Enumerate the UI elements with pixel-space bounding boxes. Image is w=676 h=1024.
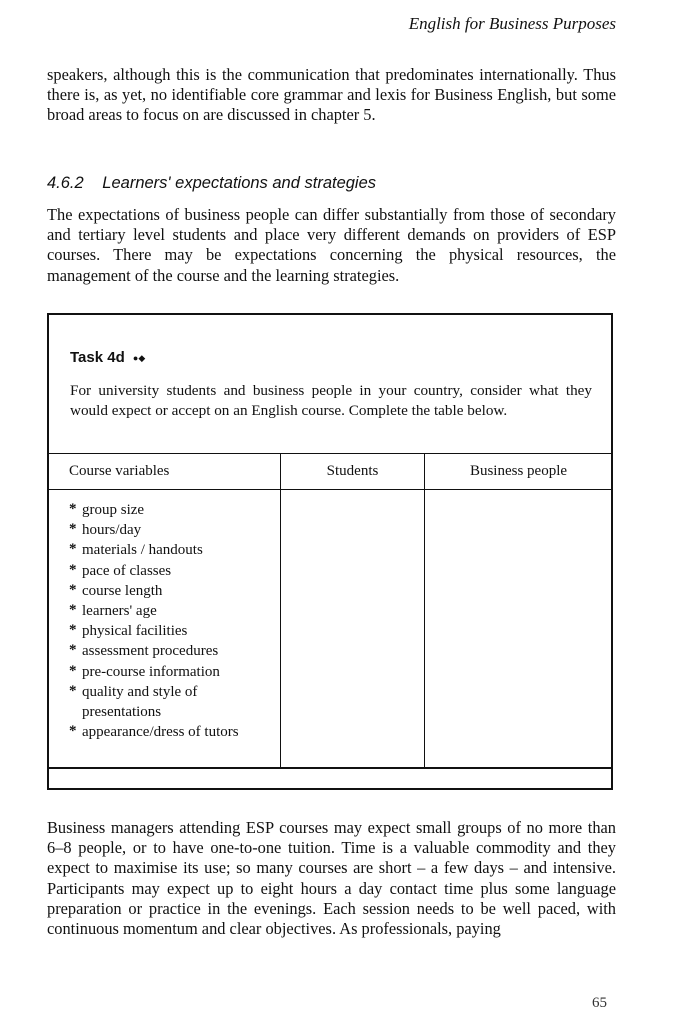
task-label: Task 4d — [70, 349, 125, 366]
running-head: English for Business Purposes — [408, 14, 616, 33]
table-row — [48, 490, 613, 769]
list-item: * learners' age — [69, 601, 280, 621]
list-item: * group size — [69, 500, 280, 520]
column-header-course-variables: Course variables — [48, 454, 281, 490]
list-item: * materials / handouts — [69, 540, 280, 560]
list-item: * hours/day — [69, 520, 280, 540]
section-number: 4.6.2 — [47, 174, 84, 192]
task-box — [47, 313, 613, 790]
column-header-business-people: Business people — [425, 454, 613, 490]
paragraph-3: Business managers attending ESP courses may expect small groups of no more than 6–8 people, or to have one-to-one tuition. Time is a valuable commodity and they expect to maximise its use; so many courses are short – a few days – and intensive. Participants may expect up to eight hours a day contact time plus some language preparation or practice in the evenings. Each session needs to be well paced, with continuous momentum and clear objectives. As professionals, paying — [47, 818, 616, 939]
list-item: * assessment procedures — [69, 641, 280, 661]
task-table — [47, 453, 613, 769]
variables-cell — [48, 490, 281, 769]
list-item: * appearance/dress of tutors — [69, 722, 280, 742]
task-instructions: For university students and business people in your country, consider what they would expect or accept on an English course. Complete the table below. — [70, 382, 592, 419]
list-item: * pre-course information — [69, 662, 280, 682]
page-number: 65 — [592, 995, 607, 1011]
table-header-row — [48, 454, 613, 490]
section-title: Learners' expectations and strategies — [102, 174, 377, 192]
list-item: * course length — [69, 581, 280, 601]
task-title — [70, 349, 145, 366]
key-icon: ●◆ — [132, 352, 146, 363]
table-footer-row — [47, 767, 613, 790]
list-item: * pace of classes — [69, 561, 280, 581]
students-cell[interactable] — [281, 490, 425, 769]
list-item: * quality and style of presentations — [69, 682, 280, 722]
business-people-cell[interactable] — [425, 490, 613, 769]
variables-list — [69, 500, 280, 742]
section-heading — [47, 174, 376, 193]
paragraph-1: speakers, although this is the communication that predominates internationally. Thus there is, as yet, no identifiable core grammar and lexis for Business English, but some broad areas to focus on are discussed in chapter 5. — [47, 65, 616, 125]
column-header-students: Students — [281, 454, 425, 490]
list-item: * physical facilities — [69, 621, 280, 641]
paragraph-2: The expectations of business people can differ substantially from those of secondary and tertiary level students and place very different demands on providers of ESP courses. There may be expectations concerning the physical resources, the management of the course and the learning strategies. — [47, 205, 616, 285]
